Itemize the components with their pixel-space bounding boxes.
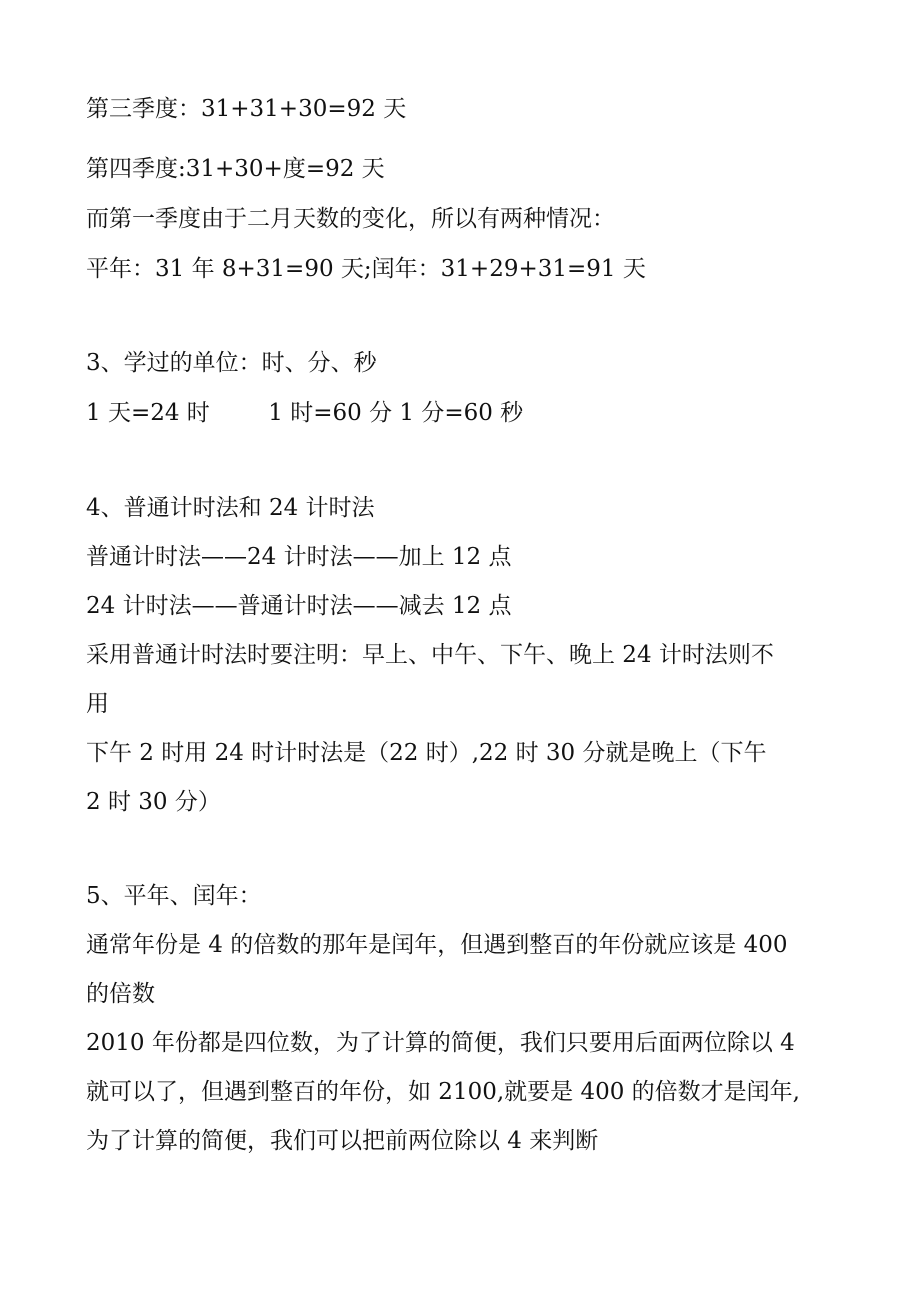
section-heading: 5、平年、闰年： [86,883,262,909]
section-heading: 3、学过的单位：时、分、秒 [86,350,377,376]
text-line: 普通计时法——24 计时法——加上 12 点 [86,544,512,570]
text-line: 而第一季度由于二月天数的变化，所以有两种情况： [86,206,615,232]
text-line: 第三季度：31+31+30=92 天 [86,96,407,122]
text-line: 下午 2 时用 24 时计时法是（22 时）,22 时 30 分就是晚上（下午 [86,740,767,766]
text-line: 1 天=24 时 1 时=60 分 1 分=60 秒 [86,400,524,426]
text-line: 用 [86,691,109,717]
text-line: 的倍数 [86,981,155,1007]
text-line: 采用普通计时法时要注明：早上、中午、下午、晚上 24 计时法则不 [86,642,774,668]
text-line: 2010 年份都是四位数，为了计算的简便，我们只要用后面两位除以 4 [86,1030,795,1056]
text-line: 平年：31 年 8+31=90 天;闰年：31+29+31=91 天 [86,256,646,282]
text-line: 24 计时法——普通计时法——减去 12 点 [86,593,512,619]
text-line: 为了计算的简便，我们可以把前两位除以 4 来判断 [86,1128,599,1154]
text-line: 就可以了，但遇到整百的年份，如 2100,就要是 400 的倍数才是闰年, [86,1079,800,1105]
text-line: 第四季度:31+30+度=92 天 [86,156,385,182]
section-heading: 4、普通计时法和 24 计时法 [86,495,375,521]
text-line: 2 时 30 分） [86,789,221,815]
text-line: 通常年份是 4 的倍数的那年是闰年，但遇到整百的年份就应该是 400 [86,932,788,958]
